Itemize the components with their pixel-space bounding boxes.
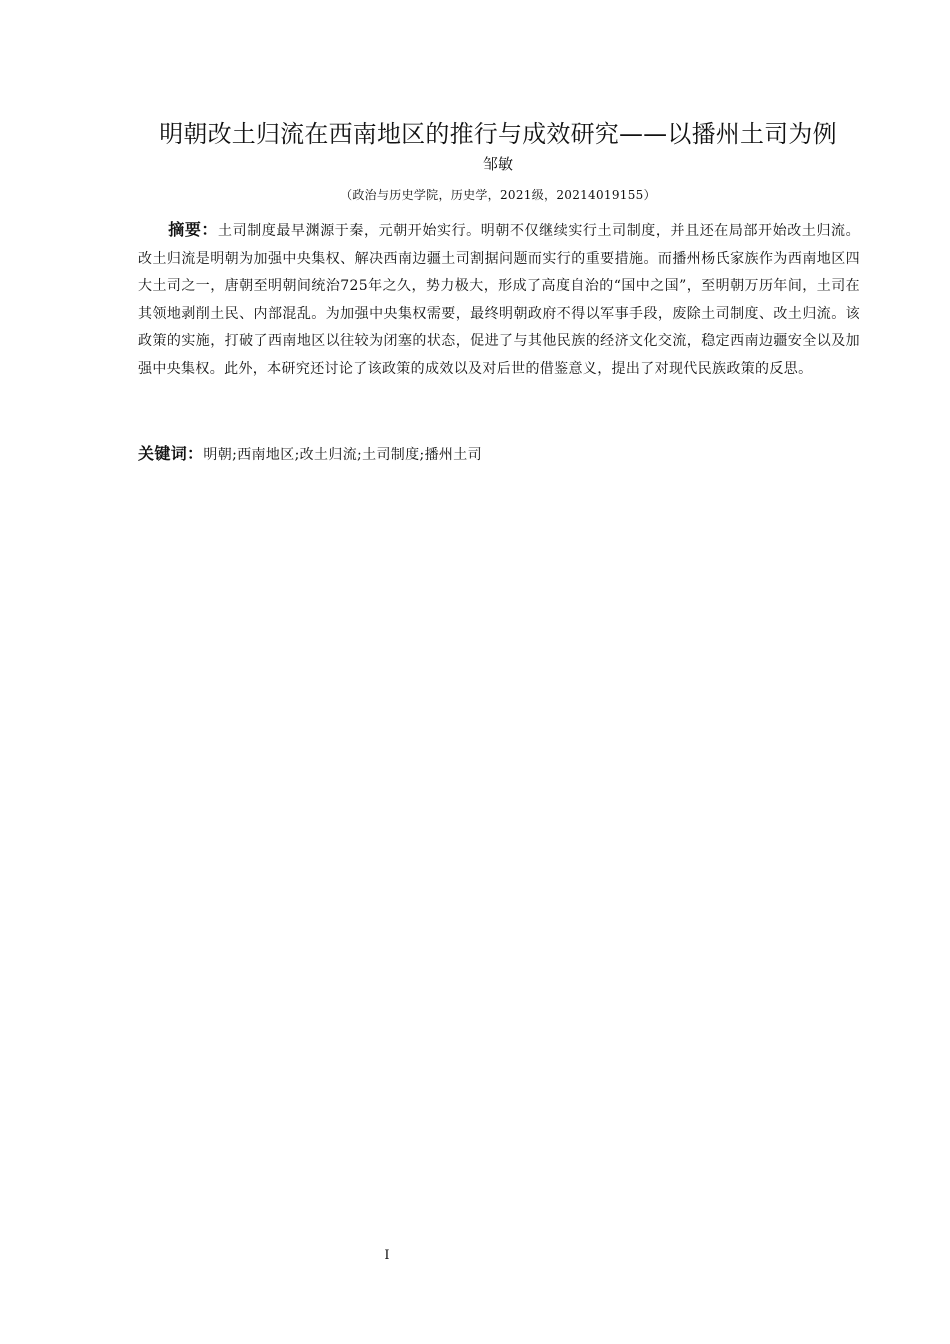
author-name: 邹敏 — [482, 155, 513, 173]
paper-title: 明朝改土归流在西南地区的推行与成效研究——以播州土司为例 — [159, 120, 837, 148]
abstract-label: 摘要： — [168, 220, 219, 239]
keywords-label: 关键词： — [138, 444, 204, 463]
keywords-paragraph — [138, 440, 860, 469]
keywords-text: 明朝;西南地区;改土归流;土司制度;播州土司 — [203, 447, 482, 463]
abstract-text: 土司制度最早渊源于秦，元朝开始实行。明朝不仅继续实行土司制度，并且还在局部开始改土归流。改土归流是明朝为加强中央集权、解决西南边疆土司割据问题而实行的重要措施。而播州杨氏家族作为西南地区四大土司之一，唐朝至明朝间统治725年之久，势力极大，形成了高度自治的“国中之国”，至明朝万历年间，土司在其领地剥削土民、内部混乱。为加强中央集权需要，最终明朝政府不得以军事手段，废除土司制度、改土归流。该政策的实施，打破了西南地区以往较为闭塞的状态，促进了与其他民族的经济文化交流，稳定西南边疆安全以及加强中央集权。此外，本研究还讨论了该政策的成效以及对后世的借鉴意义，提出了对现代民族政策的反思。 — [138, 223, 860, 377]
author-affiliation: （政治与历史学院，历史学，2021级，20214019155） — [340, 188, 656, 202]
abstract-paragraph — [138, 216, 860, 383]
page-number: I — [384, 1248, 390, 1263]
